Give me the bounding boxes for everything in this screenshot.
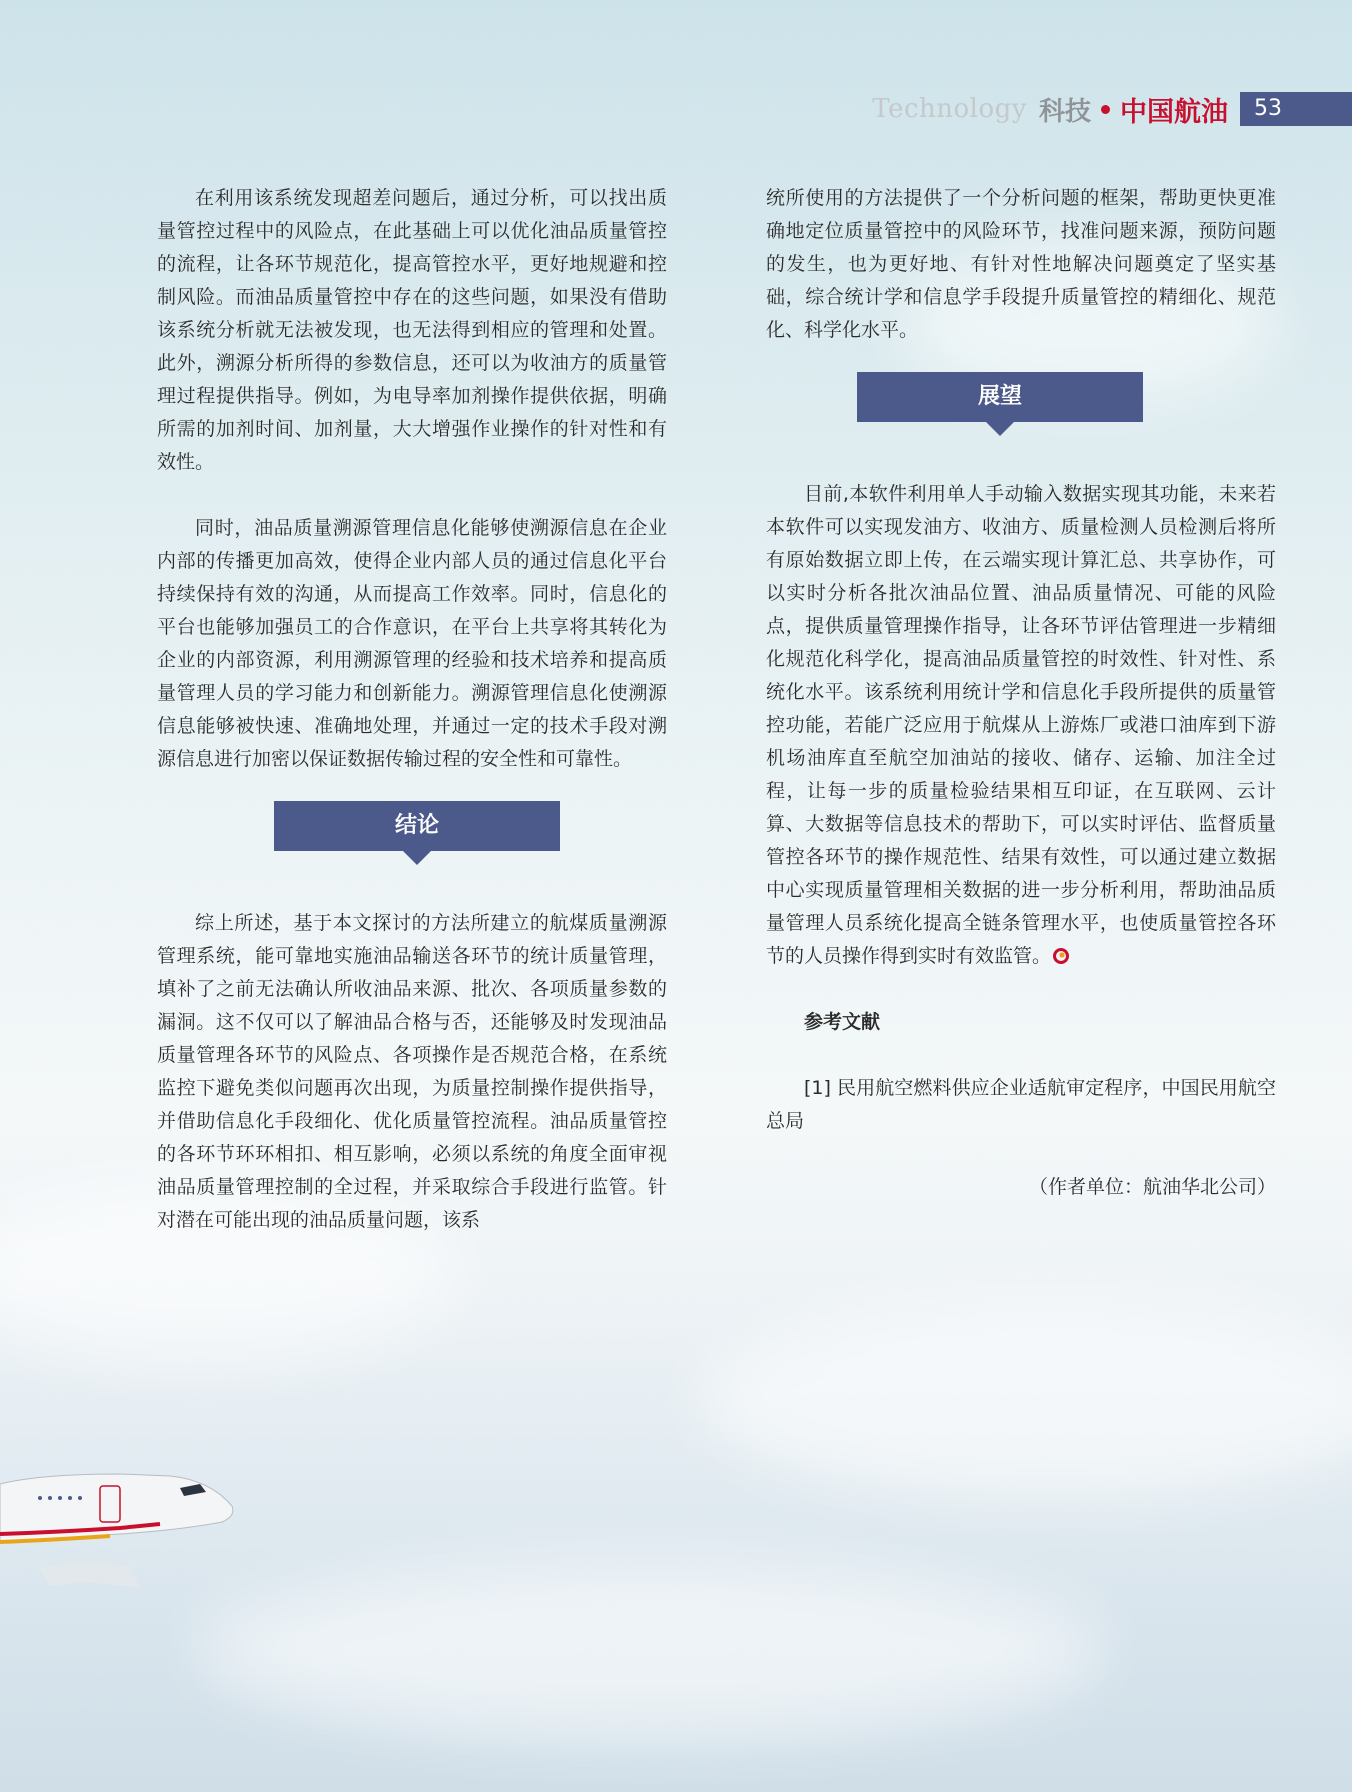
- author-unit: （作者单位：航油华北公司）: [1028, 1176, 1276, 1198]
- body-paragraph: 同时，油品质量溯源管理信息化能够使溯源信息在企业内部的传播更加高效，使得企业内部人员的通过信息化平台持续保持有效的沟通，从而提高工作效率。同时，信息化的平台也能够加强员工的合作意识，在平台上共享将其转化为企业的内部资源，利用溯源管理的经验和技术培养和提高质量管理人员的学习能力和创新能力。溯源管理信息化使溯源信息能够被快速、准确地处理，并通过一定的技术手段对溯源信息进行加密以保证数据传输过程的安全性和可靠性。: [157, 517, 667, 770]
- section-heading-outlook: 展望: [857, 372, 1143, 422]
- outlook-paragraph: [766, 478, 1276, 973]
- body-paragraph: 在利用该系统发现超差问题后，通过分析，可以找出质量管控过程中的风险点，在此基础上可以优化油品质量管控的流程，让各环节规范化，提高管控水平，更好地规避和控制风险。而油品质量管控中存在的这些问题，如果没有借助该系统分析就无法被发现，也无法得到相应的管理和处置。此外，溯源分析所得的参数信息，还可以为收油方的质量管理过程提供指导。例如，为电导率加剂操作提供依据，明确所需的加剂时间、加剂量，大大增强作业操作的针对性和有效性。: [157, 187, 667, 473]
- references-heading: 参考文献: [804, 1011, 881, 1033]
- left-column: [157, 182, 667, 1237]
- airplane-image: [0, 1458, 240, 1608]
- logo-end-mark-icon: [1053, 948, 1069, 964]
- section-label-cn: 科技: [1038, 96, 1091, 127]
- right-column: [766, 182, 1276, 1204]
- page-header: [872, 92, 1352, 126]
- separator-dot-icon: [1101, 105, 1110, 114]
- continuation-paragraph: 统所使用的方法提供了一个分析问题的框架，帮助更快更准确地定位质量管控中的风险环节，找准问题来源，预防问题的发生，也为更好地、有针对性地解决问题奠定了坚实基础，综合统计学和信息学手段提升质量管控的精细化、规范化、科学化水平。: [766, 187, 1276, 341]
- reference-item: [1] 民用航空燃料供应企业适航审定程序，中国民用航空总局: [766, 1077, 1276, 1132]
- section-heading-conclusion: 结论: [274, 801, 560, 851]
- brand-name: 中国航油: [1120, 96, 1228, 128]
- conclusion-paragraph: 综上所述，基于本文探讨的方法所建立的航煤质量溯源管理系统，能可靠地实施油品输送各环节的统计质量管理，填补了之前无法确认所收油品来源、批次、各项质量参数的漏洞。这不仅可以了解油品合格与否，还能够及时发现油品质量管理各环节的风险点、各项操作是否规范合格，在系统监控下避免类似问题再次出现，为质量控制操作提供指导，并借助信息化手段细化、优化质量管控流程。油品质量管控的各环节环环相扣、相互影响，必须以系统的角度全面审视油品质量管理控制的全过程，并采取综合手段进行监管。针对潜在可能出现的油品质量问题，该系: [157, 912, 667, 1231]
- page-number: 53: [1240, 92, 1352, 126]
- section-label-en: Technology: [872, 94, 1027, 124]
- outlook-text: 目前,本软件利用单人手动输入数据实现其功能，未来若本软件可以实现发油方、收油方、质量检测人员检测后将所有原始数据立即上传，在云端实现计算汇总、共享协作，可以实时分析各批次油品位置、油品质量情况、可能的风险点，提供质量管理操作指导，让各环节评估管理进一步精细化规范化科学化，提高油品质量管控的时效性、针对性、系统化水平。该系统利用统计学和信息化手段所提供的质量管控功能，若能广泛应用于航煤从上游炼厂或港口油库到下游机场油库直至航空加油站的接收、储存、运输、加注全过程，让每一步的质量检验结果相互印证，在互联网、云计算、大数据等信息技术的帮助下，可以实时评估、监督质量管控各环节的操作规范性、结果有效性，可以通过建立数据中心实现质量管理相关数据的进一步分析利用，帮助油品质量管理人员系统化提高全链条管理水平，也使质量管控各环节的人员操作得到实时有效监管。: [766, 483, 1276, 967]
